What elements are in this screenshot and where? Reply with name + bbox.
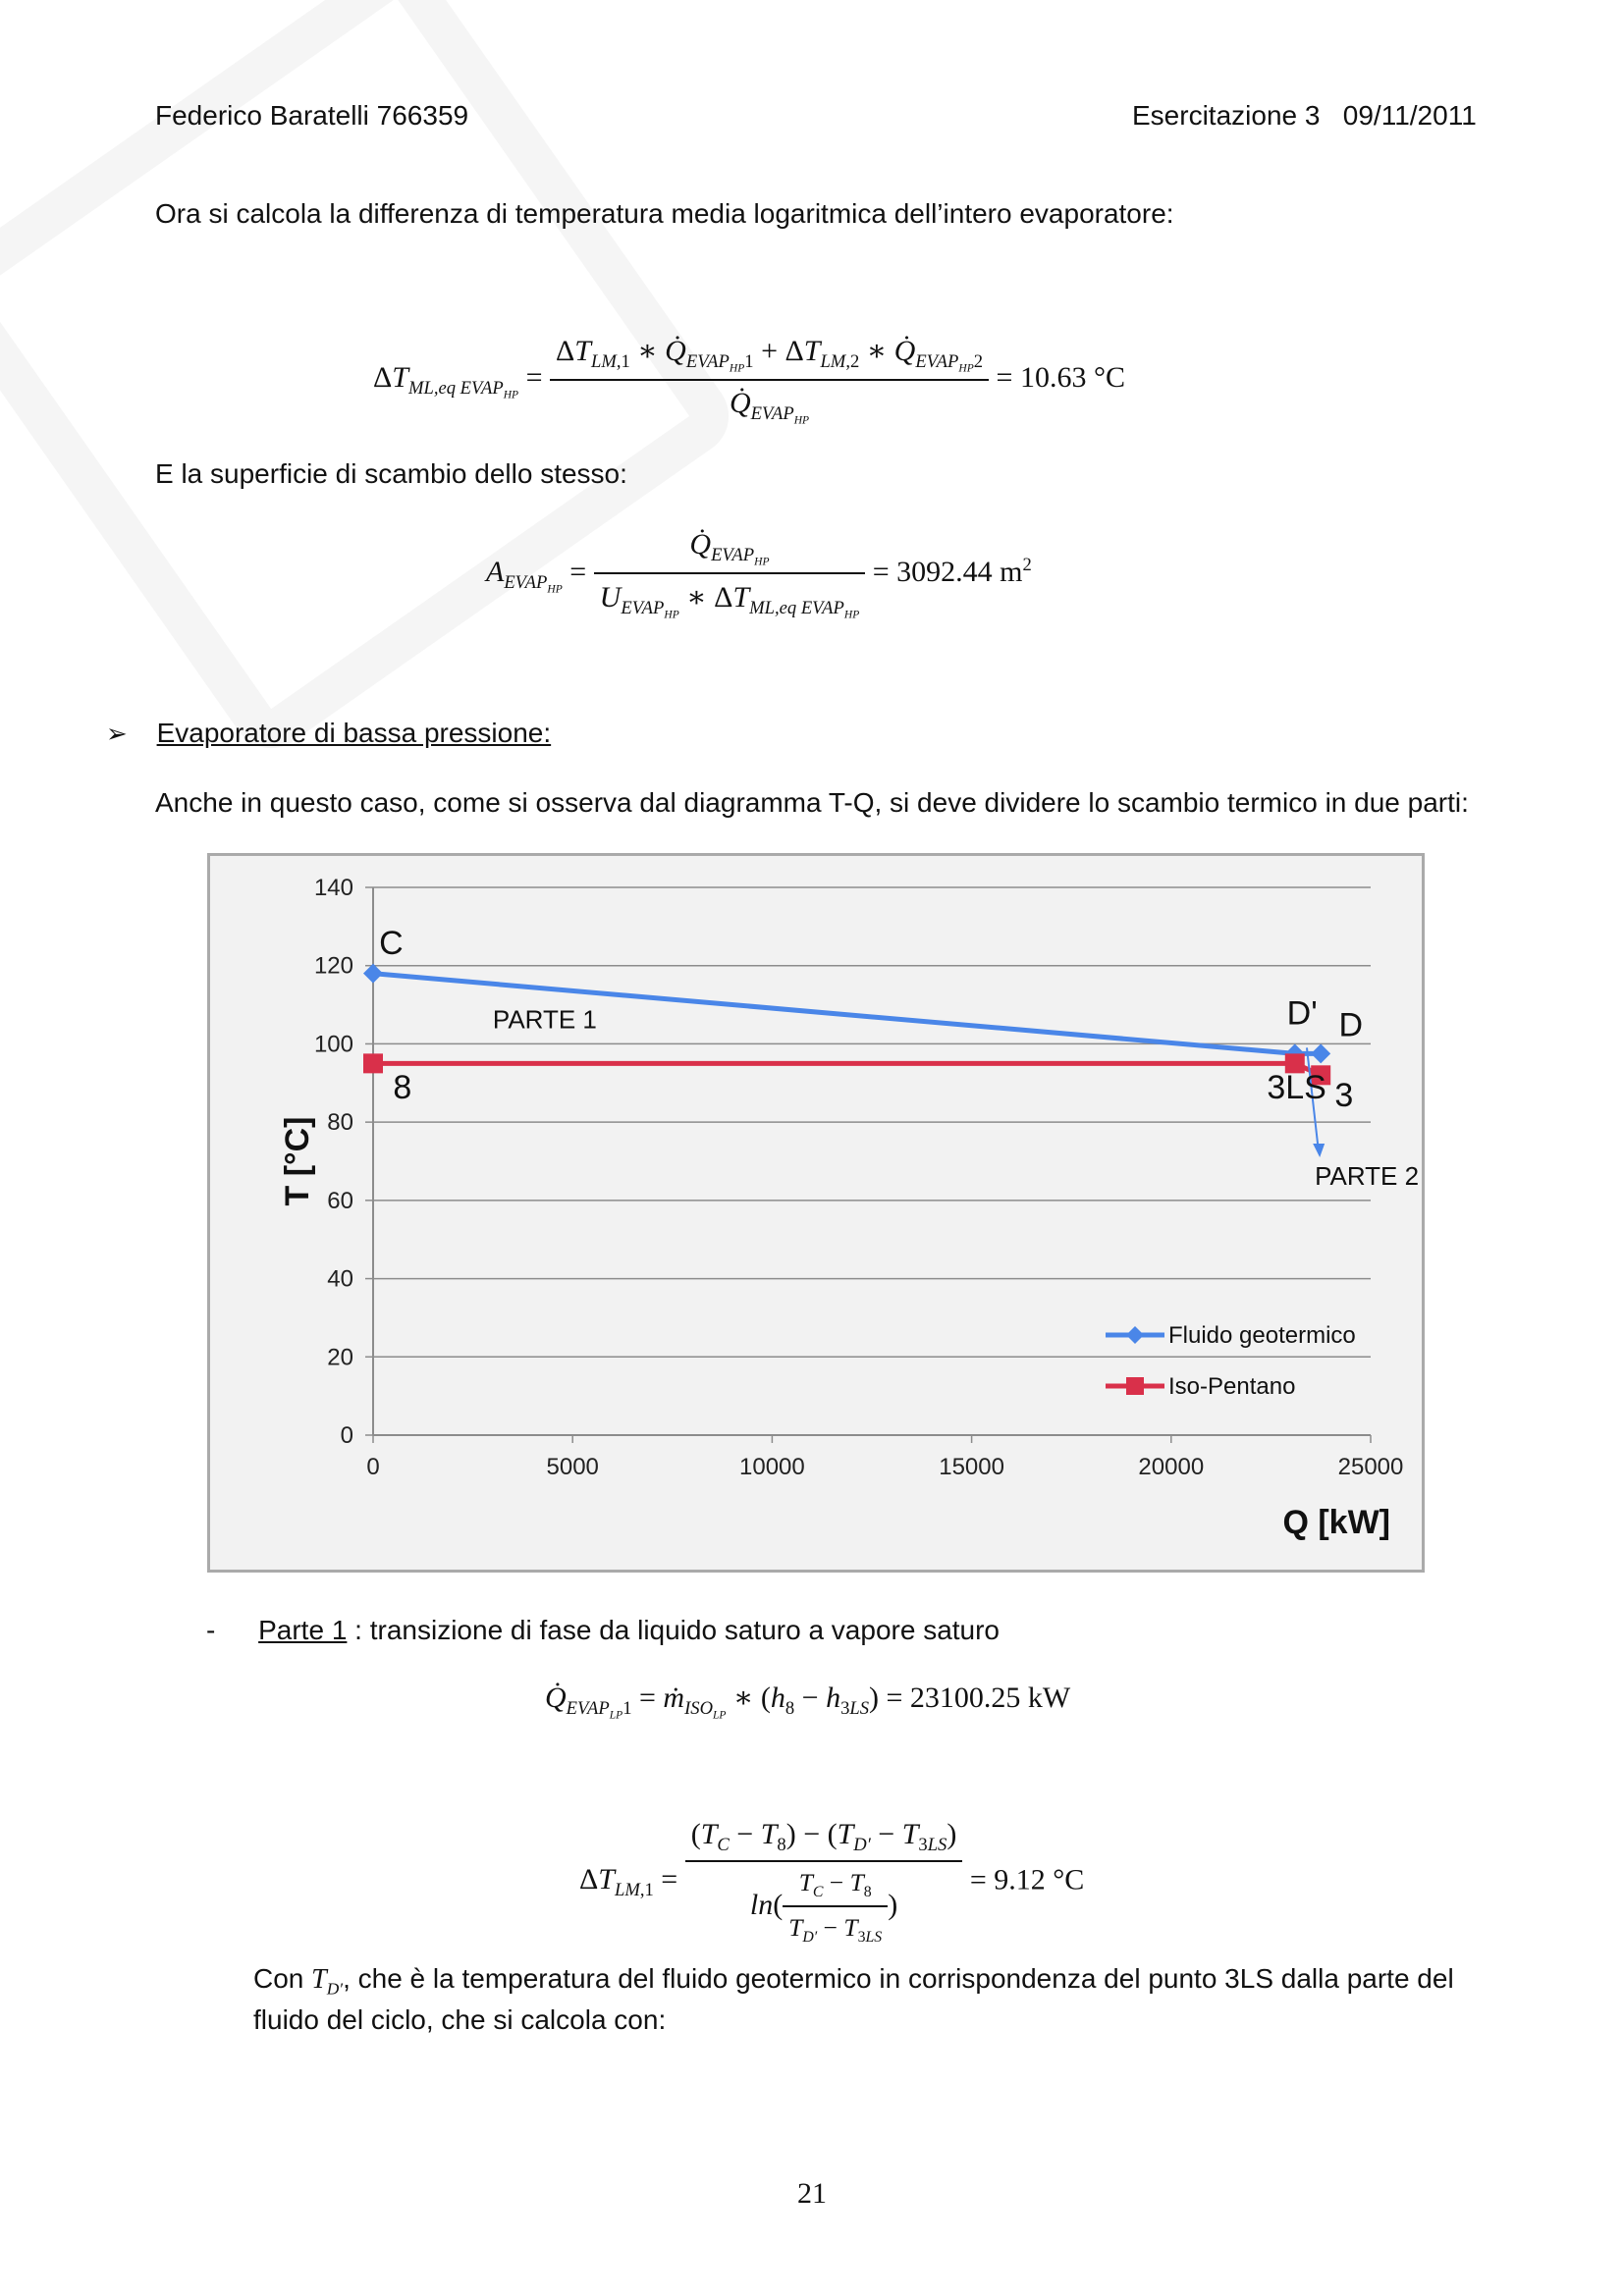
page-number: 21 bbox=[797, 2177, 827, 2210]
y-tick-label: 0 bbox=[340, 1422, 353, 1449]
chart-annotation: PARTE 2 bbox=[1315, 1160, 1420, 1191]
arrow-bullet-icon: ➢ bbox=[106, 719, 128, 748]
paragraph-parts: Anche in questo caso, come si osserva dal diagramma T-Q, si deve dividere lo scambio termico in due parti: bbox=[155, 787, 1469, 818]
x-tick-label: 5000 bbox=[546, 1454, 599, 1480]
fraction: $\frac{Q̇_{EVAP_{HP}}}{U_{EVAP_{HP}} ∗ \Delta T_{ML,eq EVAP_{HP}}}$ bbox=[594, 528, 866, 620]
q-result: = 23100.25 kW bbox=[886, 1682, 1071, 1714]
x-tick-label: 25000 bbox=[1337, 1454, 1404, 1480]
parte2-arrow-head bbox=[1313, 1144, 1325, 1157]
x-tick-label: 15000 bbox=[939, 1454, 1004, 1480]
x-axis-title: Q [kW] bbox=[1282, 1504, 1390, 1541]
chart-annotation: PARTE 1 bbox=[492, 1004, 597, 1035]
legend-marker bbox=[1126, 1326, 1144, 1344]
bullet-evaporator-lp bbox=[106, 716, 551, 751]
header-author: Federico Baratelli 766359 bbox=[155, 100, 469, 131]
parte1-text: : transizione di fase da liquido saturo a vapore saturo bbox=[347, 1615, 1001, 1645]
y-tick-label: 120 bbox=[313, 952, 353, 980]
chart-annotation: 8 bbox=[393, 1069, 412, 1107]
x-tick-label: 10000 bbox=[739, 1454, 805, 1480]
chart-annotation: D bbox=[1338, 1006, 1364, 1044]
y-tick-label: 60 bbox=[327, 1187, 353, 1214]
data-point-diamond bbox=[363, 964, 383, 984]
header-date: 09/11/2011 bbox=[1342, 100, 1477, 131]
y-tick-label: 140 bbox=[313, 875, 353, 901]
td-post: , che è la temperatura del fluido geotermico in corrispondenza del punto 3LS dalla parte del bbox=[343, 1963, 1454, 1994]
paragraph-td bbox=[253, 1961, 1454, 2001]
series-line bbox=[373, 1063, 1321, 1075]
data-point-square bbox=[363, 1053, 383, 1073]
paragraph-intro: Ora si calcola la differenza di temperatura media logaritmica dell’intero evaporatore: bbox=[155, 198, 1174, 229]
tq-diagram bbox=[207, 853, 1425, 1573]
area-exponent: 2 bbox=[1022, 555, 1032, 576]
header-exercise bbox=[1132, 98, 1477, 133]
list-item-parte1 bbox=[206, 1613, 1000, 1648]
section-title: Evaporatore di bassa pressione: bbox=[156, 718, 552, 748]
legend-marker bbox=[1126, 1377, 1144, 1395]
x-tick-label: 20000 bbox=[1138, 1454, 1205, 1480]
area-result: = 3092.44 m bbox=[872, 556, 1023, 589]
legend-label: Iso-Pentano bbox=[1168, 1373, 1296, 1400]
equation-dtlm1: $\Delta T_{LM,1}$ = $(T_C - T_8) - (T_{D'} - T_{3LS})$ ln( $\frac{T_C - T_8}{T_{D'} - T_{3LS}}$ ) = 9.12 °C bbox=[579, 1818, 1085, 1947]
y-tick-label: 40 bbox=[327, 1265, 353, 1293]
dash-bullet: - bbox=[206, 1615, 216, 1645]
parte1-label: Parte 1 bbox=[258, 1615, 348, 1645]
chart-annotation: 3 bbox=[1334, 1077, 1354, 1115]
fraction: $\frac{\Delta T_{LM,1} ∗ Q̇_{EVAP_{HP}1} + \Delta T_{LM,2} ∗ Q̇_{EVAP_{HP}2}}{Q̇_{EVAP_{HP}}}$ bbox=[550, 334, 989, 426]
legend-label: Fluido geotermico bbox=[1168, 1322, 1356, 1349]
tq-chart-svg bbox=[210, 856, 1422, 1570]
equation-area: $A_{EVAP_{HP}}$ = $\frac{Q̇_{EVAP_{HP}}}{U_{EVAP_{HP}} ∗ \Delta T_{ML,eq EVAP_{HP}}}$ = 3092.44 $m^2$ bbox=[486, 528, 1032, 621]
fraction: $(T_C - T_8) - (T_{D'} - T_{3LS})$ ln( $\frac{T_C - T_8}{T_{D'} - T_{3LS}}$ ) bbox=[685, 1818, 963, 1947]
chart-annotation: 3LS bbox=[1267, 1069, 1326, 1107]
y-tick-label: 100 bbox=[313, 1031, 353, 1058]
header-exercise-title: Esercitazione 3 bbox=[1132, 100, 1321, 131]
paragraph-surface: E la superficie di scambio dello stesso: bbox=[155, 458, 627, 489]
y-tick-label: 20 bbox=[327, 1344, 353, 1371]
equation-dtml-eq: $\Delta T_{ML,eq EVAP_{HP}}$ = $\frac{\Delta T_{LM,1} ∗ Q̇_{EVAP_{HP}1} + \Delta T_{LM,2} ∗ Q̇_{EVAP_{HP}2}}{Q̇_{EVAP_{HP}}}$ = 10.63 °C bbox=[373, 335, 1125, 427]
dtml-result: = 10.63 °C bbox=[996, 361, 1125, 395]
data-point-diamond bbox=[1311, 1043, 1330, 1063]
paragraph-cycle: fluido del ciclo, che si calcola con: bbox=[253, 2004, 667, 2035]
td-symbol: $T_{D'}$ bbox=[311, 1964, 344, 1999]
chart-annotation: C bbox=[379, 924, 404, 962]
y-tick-label: 80 bbox=[327, 1109, 353, 1137]
dtlm1-result: = 9.12 °C bbox=[969, 1863, 1085, 1896]
y-axis-title: T [°C] bbox=[279, 1116, 316, 1206]
equation-q-evap-lp1: $Q̇_{EVAP_{LP}1}$ = ṁ$_{ISO_{LP}}$ ∗ $(h_8 - h_{3LS}) = 23100.25$ kW bbox=[545, 1682, 1071, 1722]
td-pre: Con bbox=[253, 1963, 312, 1994]
chart-annotation: D' bbox=[1286, 994, 1318, 1033]
x-tick-label: 0 bbox=[366, 1454, 380, 1480]
